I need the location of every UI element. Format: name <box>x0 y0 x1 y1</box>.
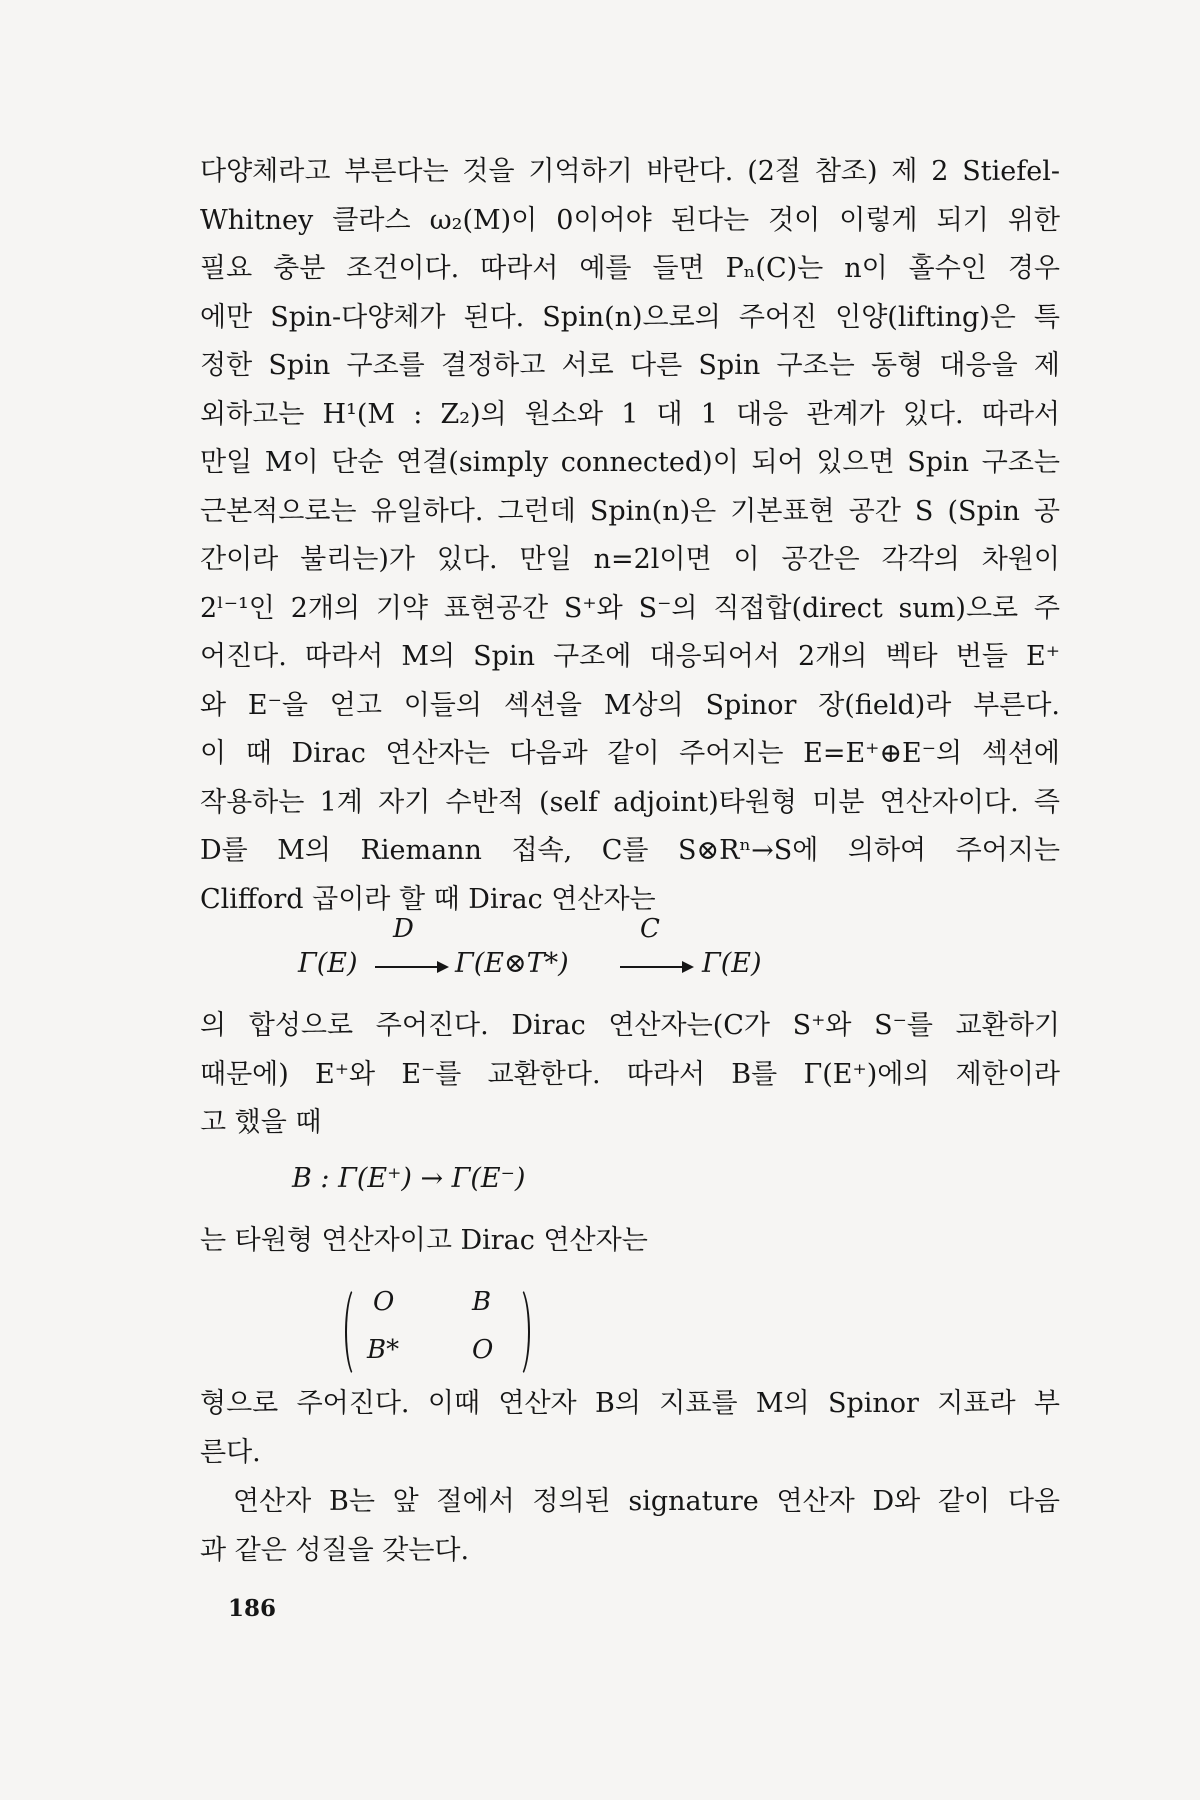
page-number: 186 <box>228 1595 277 1622</box>
text-line: 에만 Spin-다양체가 된다. Spin(n)으로의 주어진 인양(lifting)은 특 <box>200 301 1060 333</box>
text-line: Whitney 클라스 ω₂(M)이 0이어야 된다는 것이 이렇게 되기 위한 <box>200 204 1060 236</box>
text-line: 근본적으로는 유일하다. 그런데 Spin(n)은 기본표현 공간 S (Spin 공 <box>200 495 1060 527</box>
paragraph-3 <box>200 1217 1060 1266</box>
text-line: 어진다. 따라서 M의 Spin 구조에 대응되어서 2개의 벡타 번들 E⁺ <box>200 641 1060 672</box>
text-line: 과 같은 성질을 갖는다. <box>200 1534 470 1566</box>
text-line: 정한 Spin 구조를 결정하고 서로 다른 Spin 구조는 동형 대응을 제 <box>200 350 1060 381</box>
text-line: 간이라 불리는)가 있다. 만일 n=2l이면 이 공간은 각각의 차원이 <box>200 544 1060 575</box>
text-line: 연산자 B는 앞 절에서 정의된 signature 연산자 D와 같이 다음 <box>233 1486 1060 1517</box>
paragraph-1 <box>200 148 1060 924</box>
text-line: 만일 M이 단순 연결(simply connected)이 되어 있으면 Spin 구조는 <box>200 447 1060 478</box>
text-line: 의 합성으로 주어진다. Dirac 연산자는(C가 S⁺와 S⁻를 교환하기 <box>200 1010 1060 1041</box>
text-line: 다양체라고 부른다는 것을 기억하기 바란다. (2절 참조) 제 2 Stiefel- <box>200 156 1060 187</box>
text-line: 필요 충분 조건이다. 따라서 예를 들면 Pₙ(C)는 n이 홀수인 경우 <box>200 253 1060 284</box>
text-line: 2ˡ⁻¹인 2개의 기약 표현공간 S⁺와 S⁻의 직접합(direct sum)으로 주 <box>200 592 1060 624</box>
arrow-right-icon <box>620 966 692 968</box>
text-line: 고 했을 때 <box>200 1107 322 1138</box>
diagram-label-c: C <box>640 914 660 944</box>
arrow-right-icon <box>375 966 447 968</box>
text-line: 형으로 주어진다. 이때 연산자 B의 지표를 M의 Spinor 지표라 부 <box>200 1388 1060 1419</box>
diagram-left-term: Γ(E) <box>298 948 358 979</box>
equation-b-map: B : Γ(E⁺) → Γ(E⁻) <box>292 1163 526 1194</box>
matrix-entry: O <box>472 1335 494 1365</box>
text-line: 작용하는 1계 자기 수반적 (self adjoint)타원형 미분 연산자이다. 즉 <box>200 786 1060 818</box>
text-line: Clifford 곱이라 할 때 Dirac 연산자는 <box>200 883 656 915</box>
matrix-entry: B <box>472 1287 492 1317</box>
diagram-middle-term: Γ(E⊗T*) <box>455 948 569 979</box>
text-line: 이 때 Dirac 연산자는 다음과 같이 주어지는 E=E⁺⊕E⁻의 섹션에 <box>200 738 1060 769</box>
text-line: 때문에) E⁺와 E⁻를 교환한다. 따라서 B를 Γ(E⁺)에의 제한이라 <box>200 1058 1060 1090</box>
left-paren-icon <box>345 1285 369 1379</box>
paragraph-2 <box>200 1002 1060 1148</box>
diagram-right-term: Γ(E) <box>702 948 762 979</box>
right-paren-icon <box>506 1285 530 1379</box>
paragraph-5 <box>200 1478 1060 1575</box>
text-line: 와 E⁻을 얻고 이들의 섹션을 M상의 Spinor 장(field)라 부른다. <box>200 689 1060 721</box>
text-line: 는 타원형 연산자이고 Dirac 연산자는 <box>200 1225 648 1256</box>
paragraph-4 <box>200 1380 1060 1477</box>
matrix-entry: B* <box>367 1335 400 1365</box>
diagram-label-d: D <box>393 914 414 944</box>
dirac-matrix <box>345 1285 530 1380</box>
text-line: D를 M의 Riemann 접속, C를 S⊗Rⁿ→S에 의하여 주어지는 <box>200 835 1060 866</box>
text-line: 른다. <box>200 1436 261 1468</box>
text-line: 외하고는 H¹(M : Z₂)의 원소와 1 대 1 대응 관계가 있다. 따라서 <box>200 398 1060 430</box>
matrix-entry: O <box>373 1287 395 1317</box>
